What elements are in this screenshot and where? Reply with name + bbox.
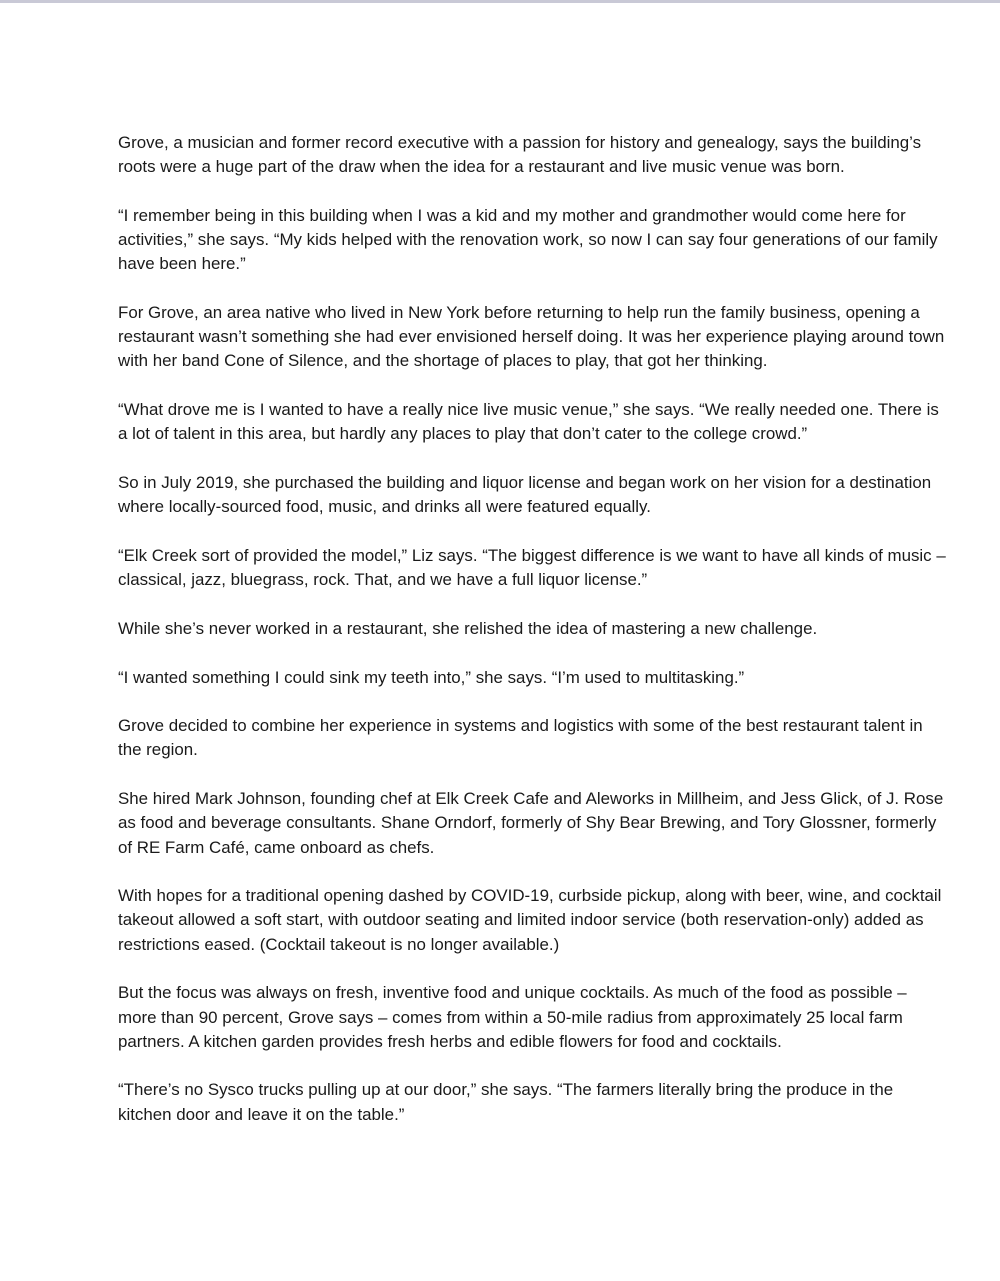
paragraph: “Elk Creek sort of provided the model,” Liz says. “The biggest difference is we want to have all kinds of music – classical, jazz, bluegrass, rock. That, and we have a full liquor license.” <box>118 545 946 590</box>
paragraph: “I wanted something I could sink my teeth into,” she says. “I’m used to multitasking.” <box>118 667 745 687</box>
paragraph: “There’s no Sysco trucks pulling up at our door,” she says. “The farmers literally bring the produce in the kitchen door and leave it on the table.” <box>118 1080 894 1124</box>
paragraph: But the focus was always on fresh, inventive food and unique cocktails. As much of the food as possible – more than 90 percent, Grove says – comes from within a 50-mile radius from approximately 25 local farm partners. A kitchen garden provides fresh herbs and edible flowers for food and cocktails. <box>118 983 907 1051</box>
paragraph: For Grove, an area native who lived in New York before returning to help run the family business, opening a restaurant wasn’t something she had ever envisioned herself doing. It was her experience playing around town with her band Cone of Silence, and the shortage of places to play, that got her thinking. <box>118 303 945 371</box>
paragraph: With hopes for a traditional opening dashed by COVID-19, curbside pickup, along with beer, wine, and cocktail takeout allowed a soft start, with outdoor seating and limited indoor service (both reservation-only) added as restrictions eased. (Cocktail takeout is no longer available.) <box>118 886 942 954</box>
document-page <box>118 131 948 1151</box>
paragraph: While she’s never worked in a restaurant, she relished the idea of mastering a new challenge. <box>118 618 818 638</box>
paragraph: So in July 2019, she purchased the building and liquor license and began work on her vision for a destination where locally-sourced food, music, and drinks all were featured equally. <box>118 473 932 517</box>
paragraph: “What drove me is I wanted to have a really nice live music venue,” she says. “We really needed one. There is a lot of talent in this area, but hardly any places to play that don’t cater to the college crowd.” <box>118 400 939 444</box>
paragraph: Grove, a musician and former record executive with a passion for history and genealogy, says the building’s roots were a huge part of the draw when the idea for a restaurant and live music venue was born. <box>118 133 922 177</box>
paragraph: She hired Mark Johnson, founding chef at Elk Creek Cafe and Aleworks in Millheim, and Jess Glick, of J. Rose as food and beverage consultants. Shane Orndorf, formerly of Shy Bear Brewing, and Tory Glossner, formerly of RE Farm Café, came onboard as chefs. <box>118 789 944 857</box>
paragraph: Grove decided to combine her experience in systems and logistics with some of the best restaurant talent in the region. <box>118 716 923 760</box>
top-border-line <box>0 0 1000 3</box>
paragraph: “I remember being in this building when I was a kid and my mother and grandmother would come here for activities,” she says. “My kids helped with the renovation work, so now I can say four generations of our family have been here.” <box>118 205 938 274</box>
